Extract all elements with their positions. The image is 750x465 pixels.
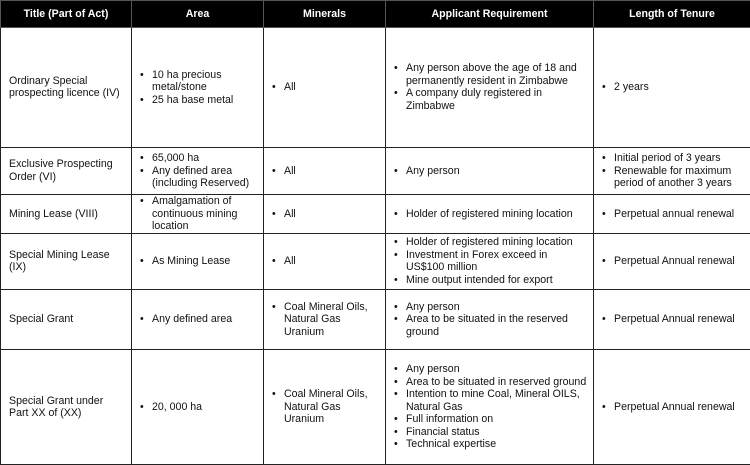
table-row xyxy=(1,28,750,148)
tenure-cell xyxy=(594,147,750,194)
list-item: • Mine output intended for export xyxy=(392,274,587,287)
list-item: • Financial status xyxy=(392,426,587,439)
requirement-cell xyxy=(386,350,594,465)
title-cell: Special Grant xyxy=(1,289,132,349)
header-row xyxy=(1,1,750,28)
list-item: • Any person xyxy=(392,301,587,314)
list-item: • Coal Mineral Oils, Natural Gas Uranium xyxy=(270,301,379,339)
requirement-cell xyxy=(386,194,594,233)
list-item: • Renewable for maximum period of another 3 years xyxy=(600,165,744,190)
area-cell xyxy=(132,233,264,289)
requirement-cell xyxy=(386,233,594,289)
area-cell xyxy=(132,28,264,148)
list-item: • Area to be situated in the reserved ground xyxy=(392,313,587,338)
minerals-cell xyxy=(264,350,386,465)
list-item: • Technical expertise xyxy=(392,438,587,451)
list-item: • Any defined area xyxy=(138,313,257,326)
title-cell: Special Grant under Part XX of (XX) xyxy=(1,350,132,465)
list-item: • Coal Mineral Oils, Natural Gas Uranium xyxy=(270,388,379,426)
list-item: • Initial period of 3 years xyxy=(600,152,744,165)
tenure-cell xyxy=(594,233,750,289)
list-item: • Any defined area (including Reserved) xyxy=(138,165,257,190)
header-area: Area xyxy=(132,1,264,28)
area-cell xyxy=(132,350,264,465)
table-row xyxy=(1,194,750,233)
title-cell: Mining Lease (VIII) xyxy=(1,194,132,233)
table-row xyxy=(1,233,750,289)
list-item: • Area to be situated in reserved ground xyxy=(392,376,587,389)
list-item: • Holder of registered mining location xyxy=(392,208,587,221)
list-item: • Any person xyxy=(392,165,587,178)
minerals-cell xyxy=(264,147,386,194)
list-item: • Intention to mine Coal, Mineral OILS, Natural Gas xyxy=(392,388,587,413)
list-item: • Any person above the age of 18 and permanently resident in Zimbabwe xyxy=(392,62,587,87)
list-item: • Holder of registered mining location xyxy=(392,236,587,249)
list-item: • 10 ha precious metal/stone xyxy=(138,69,257,94)
list-item: • 25 ha base metal xyxy=(138,94,257,107)
requirement-cell xyxy=(386,28,594,148)
requirement-cell xyxy=(386,147,594,194)
list-item: • Amalgamation of continuous mining location xyxy=(138,195,257,233)
minerals-cell xyxy=(264,194,386,233)
list-item: • 2 years xyxy=(600,81,744,94)
tenure-cell xyxy=(594,350,750,465)
list-item: • A company duly registered in Zimbabwe xyxy=(392,87,587,112)
minerals-cell xyxy=(264,233,386,289)
table-row xyxy=(1,147,750,194)
list-item: • Any person xyxy=(392,363,587,376)
area-cell xyxy=(132,289,264,349)
title-cell: Ordinary Special prospecting licence (IV) xyxy=(1,28,132,148)
list-item: • As Mining Lease xyxy=(138,255,257,268)
header-minerals: Minerals xyxy=(264,1,386,28)
tenure-cell xyxy=(594,289,750,349)
minerals-cell xyxy=(264,28,386,148)
list-item: • Perpetual Annual renewal xyxy=(600,255,744,268)
minerals-cell xyxy=(264,289,386,349)
list-item: • All xyxy=(270,208,379,221)
requirement-cell xyxy=(386,289,594,349)
list-item: • 20, 000 ha xyxy=(138,401,257,414)
list-item: • Perpetual annual renewal xyxy=(600,208,744,221)
table-row xyxy=(1,289,750,349)
tenure-cell xyxy=(594,28,750,148)
tenure-cell xyxy=(594,194,750,233)
header-title: Title (Part of Act) xyxy=(1,1,132,28)
area-cell xyxy=(132,147,264,194)
list-item: • Full information on xyxy=(392,413,587,426)
list-item: • All xyxy=(270,81,379,94)
list-item: • 65,000 ha xyxy=(138,152,257,165)
list-item: • All xyxy=(270,165,379,178)
title-cell: Special Mining Lease (IX) xyxy=(1,233,132,289)
list-item: • Perpetual Annual renewal xyxy=(600,401,744,414)
header-tenure: Length of Tenure xyxy=(594,1,750,28)
area-cell xyxy=(132,194,264,233)
list-item: • Perpetual Annual renewal xyxy=(600,313,744,326)
table-row xyxy=(1,350,750,465)
title-cell: Exclusive Prospecting Order (VI) xyxy=(1,147,132,194)
list-item: • Investment in Forex exceed in US$100 million xyxy=(392,249,587,274)
header-requirement: Applicant Requirement xyxy=(386,1,594,28)
list-item: • All xyxy=(270,255,379,268)
